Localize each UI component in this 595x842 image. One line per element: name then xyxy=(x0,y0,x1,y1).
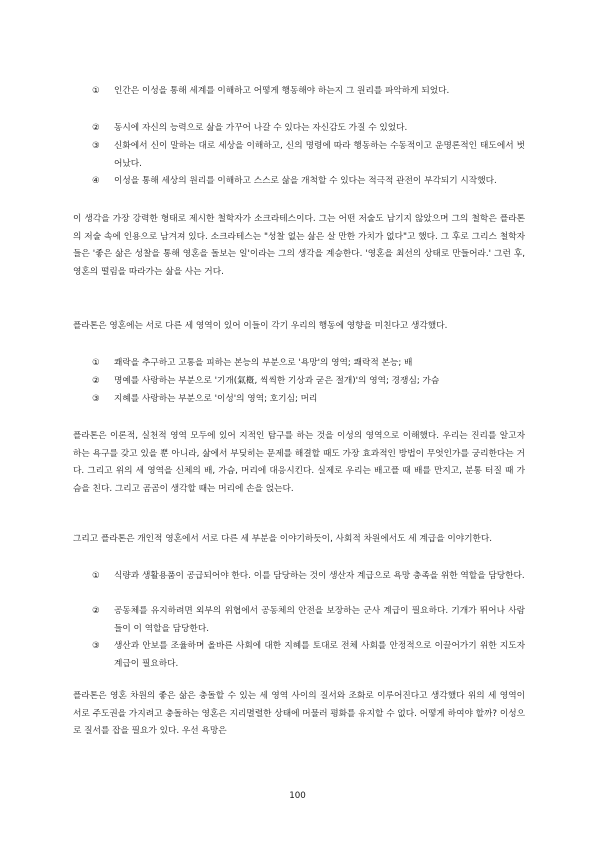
list-number: ③ xyxy=(92,641,100,651)
list-number: ① xyxy=(92,86,100,96)
list-number: ① xyxy=(92,571,100,581)
list1-item-4 xyxy=(92,173,525,191)
list-number: ③ xyxy=(92,394,100,404)
list-text: 식량과 생활용품이 공급되어야 한다. 이를 담당하는 것이 생산자 계급으로 욕망 충족을 위한 역할을 담당한다. xyxy=(114,571,525,581)
list3-item-1 xyxy=(92,568,525,586)
paragraph-classes: 그리고 플라톤은 개인적 영혼에서 서로 다른 세 부분을 이야기하듯이, 사회적 차원에서도 세 계급을 이야기한다. xyxy=(73,534,493,544)
list2-item-2 xyxy=(92,373,525,391)
list-text: 명예를 사랑하는 부분으로 '기개(氣槪, 씩씩한 기상과 굳은 절개)'의 영역; 경쟁심; 가슴 xyxy=(114,376,440,386)
list-number: ④ xyxy=(92,176,100,186)
list-text: 쾌락을 추구하고 고통을 피하는 본능의 부분으로 '욕망'의 영역; 쾌락적 본능; 배 xyxy=(114,358,413,368)
list-text: 공동체를 유지하려면 외부의 위협에서 공동체의 안전을 보장하는 군사 계급이 필요하다. 기개가 뛰어나 사람들이 이 역할을 담당한다. xyxy=(114,606,525,634)
list-text: 동시에 자신의 능력으로 삶을 가꾸어 나갈 수 있다는 자신감도 가질 수 있었다. xyxy=(114,123,408,133)
list-text: 신화에서 신이 말하는 대로 세상을 이해하고, 신의 명령에 따라 행동하는 수동적이고 운명론적인 태도에서 벗어났다. xyxy=(114,141,525,169)
list2-item-1 xyxy=(92,355,525,373)
list-number: ② xyxy=(92,376,100,386)
list3-item-3 xyxy=(92,638,525,673)
list1-item-1 xyxy=(92,83,525,101)
paragraph-plato-soul: 플라톤은 영혼에는 서로 다른 세 영역이 있어 이들이 각기 우리의 행동에 영향을 미친다고 생각했다. xyxy=(73,321,448,331)
list2-item-3 xyxy=(92,391,525,409)
list-text: 생산과 안보를 조율하며 올바른 사회에 대한 지혜를 토대로 전체 사회를 안정적으로 이끌어가기 위한 지도자 계급이 필요하다. xyxy=(114,641,525,669)
paragraph-socrates: 이 생각을 가장 강력한 형태로 제시한 철학자가 소크라테스이다. 그는 어떤 저술도 남기지 않았으며 그의 철학은 플라톤의 저술 속에 인용으로 남겨져 있다. 소크라테스는 "성찰 없는 삶은 살 만한 가치가 없다"고 했다. 그 후로 그리스 철학자들은 '좋은 삶은 성찰을 통해 영혼을 돌보는 일'이라는 그의 생각을 계승한다. '영혼을 최선의 상태로 만들어라.' 그런 후, 영혼의 떨림을 따라가는 삶을 사는 거다. xyxy=(73,214,525,277)
paragraph-harmony: 플라톤은 영혼 차원의 좋은 삶은 충돌할 수 있는 세 영역 사이의 질서와 조화로 이루어진다고 생각했다 위의 세 영역이 서로 주도권을 가지려고 충돌하는 영혼은 지리멸렬한 상태에 머물러 평화를 유지할 수 없다. 어떻게 하여야 할까? 이성으로 질서를 잡을 필요가 있다. 우선 욕망은 xyxy=(73,691,525,736)
list1-item-2 xyxy=(92,120,525,138)
paragraph-reason: 플라톤은 이론적, 실천적 영역 모두에 있어 지적인 탐구를 하는 것을 이성의 영역으로 이해했다. 우리는 진리를 알고자 하는 욕구를 갖고 있을 뿐 아니라, 삶에서 부딪히는 문제를 해결할 때도 가장 효과적인 방법이 무엇인가를 궁리한다는 거다. 그리고 위의 세 영역을 신체의 배, 가슴, 머리에 대응시킨다. 실제로 우리는 배고플 때 배를 만지고, 분통 터질 때 가슴을 친다. 그리고 곰곰이 생각할 때는 머리에 손을 얹는다. xyxy=(73,431,525,494)
list1-item-3 xyxy=(92,138,525,173)
list-text: 지혜를 사랑하는 부분으로 '이성'의 영역; 호기심; 머리 xyxy=(114,394,318,404)
list3-item-2 xyxy=(92,603,525,638)
list-text: 이성을 통해 세상의 원리를 이해하고 스스로 삶을 개척할 수 있다는 적극적 관전이 부각되기 시작했다. xyxy=(114,176,497,186)
page-number: 100 xyxy=(289,791,306,801)
list-text: 인간은 이성을 통해 세계를 이해하고 어떻게 행동해야 하는지 그 원리를 파악하게 되었다. xyxy=(114,86,450,96)
list-number: ① xyxy=(92,358,100,368)
list-number: ③ xyxy=(92,141,100,151)
list-number: ② xyxy=(92,123,100,133)
list-number: ② xyxy=(92,606,100,616)
